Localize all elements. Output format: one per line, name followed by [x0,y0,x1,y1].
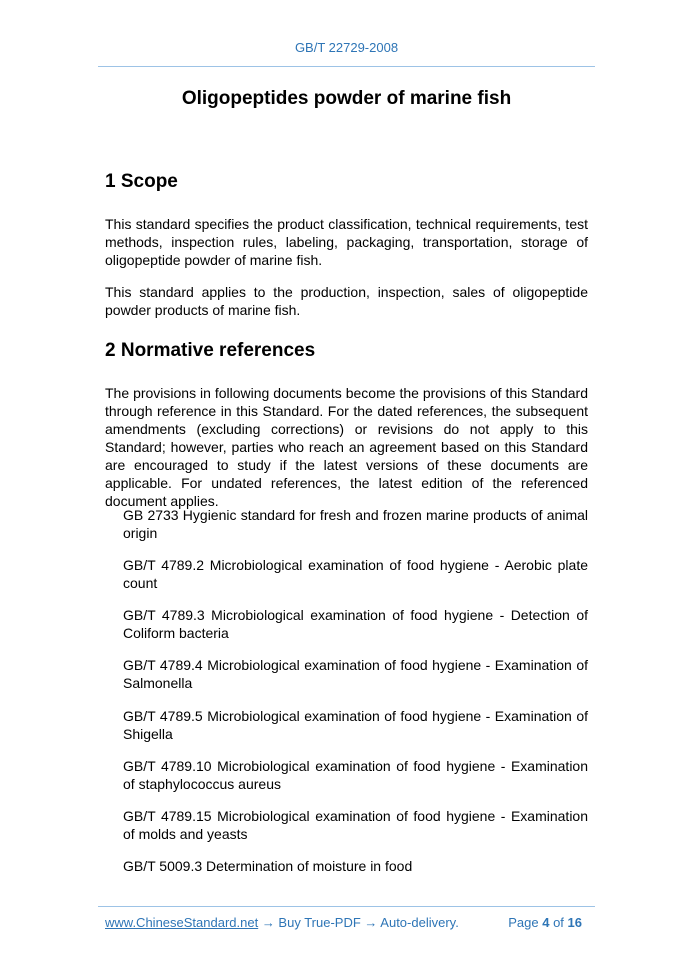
section-heading-scope: 1 Scope [105,171,178,192]
paragraph: This standard specifies the product classification, technical requirements, test methods, inspection rules, labeling, packaging, transportation, storage of oligopeptide powder of marine fish. [105,216,588,268]
reference-item: GB/T 5009.3 Determination of moisture in food [123,858,413,874]
reference-item: GB/T 4789.2 Microbiological examination of food hygiene - Aerobic plate count [123,557,588,591]
footer-promo [105,915,459,930]
header-standard-code: GB/T 22729-2008 [294,40,399,55]
footer [105,915,588,930]
header-divider [98,66,595,67]
total-pages: 16 [567,915,582,930]
document-title: Oligopeptides powder of marine fish [181,88,512,109]
reference-item: GB 2733 Hygienic standard for fresh and frozen marine products of animal origin [123,507,588,541]
website-link[interactable]: www.ChineseStandard.net [105,915,259,930]
page-indicator: Page 4 of 16 [508,915,582,930]
footer-promo-text: → Buy True-PDF → Auto-delivery. [258,915,459,930]
reference-item: GB/T 4789.15 Microbiological examination of food hygiene - Examination of molds and yeasts [123,808,588,842]
reference-item: GB/T 4789.3 Microbiological examination of food hygiene - Detection of Coliform bacteria [123,607,588,641]
footer-divider [98,906,595,907]
reference-item: GB/T 4789.5 Microbiological examination of food hygiene - Examination of Shigella [123,708,588,742]
paragraph: The provisions in following documents become the provisions of this Standard through reference in this Standard. For the dated references, the subsequent amendments (excluding corrections) or revisions do not apply to this Standard; however, parties who reach an agreement based on this Standard are encouraged to study if the latest versions of these documents are applicable. For undated references, the latest edition of the referenced document applies. [105,385,588,509]
current-page: 4 [542,915,550,930]
paragraph: This standard applies to the production, inspection, sales of oligopeptide powder products of marine fish. [105,284,588,318]
reference-item: GB/T 4789.10 Microbiological examination of food hygiene - Examination of staphylococcus aureus [123,758,588,792]
reference-item: GB/T 4789.4 Microbiological examination of food hygiene - Examination of Salmonella [123,657,588,691]
section-heading-normative-references: 2 Normative references [105,340,316,361]
